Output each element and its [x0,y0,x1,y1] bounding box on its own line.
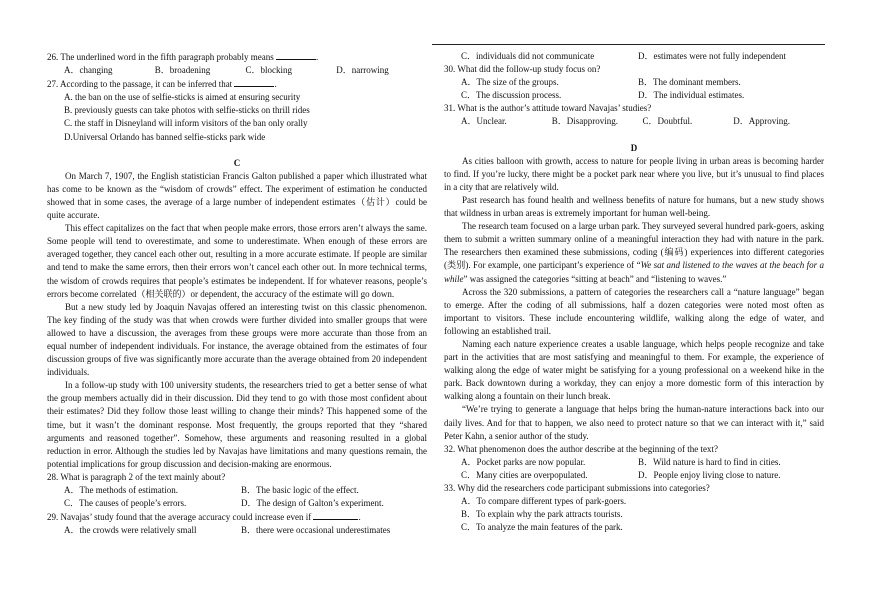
option-c: C．The discussion process. [461,90,562,101]
question-27-stem: 27. According to the passage, it can be inferred that . [47,79,277,90]
option-c: C. the staff in Disneyland will inform visitors of the ban only orally [64,118,308,129]
participant-quote: We sat and listened to the waves at the beach for a while [444,260,824,284]
option-b: B．there were occasional underestimates [241,525,391,536]
question-28-options-row-2 [47,497,427,510]
question-32-options-row-1 [444,456,824,469]
passage-c-paragraph-4: In a follow-up study with 100 university students, the researchers tried to get a better sense of what the group members actually did in their discussion. Did they tend to go with those most confident about their estimates? Did they follow those least willing to change their minds? This happened some of the time, but it wasn’t the dominant response. Most frequently, the groups reported that they “shared arguments and reasoned together”. Somehow, these arguments and reasoning resulted in a global reduction in error. Although the studies led by Navajas have limitations and many questions remain, the potential implications for group discussion and decision-making are enormous. [47,380,427,469]
option-a: A．The size of the groups. [461,77,559,88]
option-c: C．To analyze the main features of the park. [461,522,623,533]
question-30-options-row-1 [444,76,824,89]
option-d: D．Approving. [733,116,790,127]
option-a: A．Unclear. [461,116,507,127]
question-26-options [47,64,427,77]
option-a: A．the crowds were relatively small [64,525,197,536]
question-28-stem: 28. What is paragraph 2 of the text mainly about? [47,471,226,482]
header-rule [432,44,825,45]
option-b: B. previously guests can take photos with selfie-sticks on thrill rides [64,105,310,116]
right-column [444,50,824,534]
passage-d-paragraph-1: As cities balloon with growth, access to nature for people living in urban areas is becoming harder to find. If you’re lucky, there might be a pocket park near where you live, but it’s unusual to find places in a city that are relatively wild. [444,155,824,192]
option-c: C．blocking [245,65,292,76]
option-d: D．The individual estimates. [638,90,745,101]
question-30-stem: 30. What did the follow-up study focus on? [444,64,601,75]
question-31-stem: 31. What is the author’s attitude toward Navajas’ studies? [444,103,652,114]
option-d: D．The design of Galton’s experiment. [241,498,384,509]
question-32-options-row-2 [444,469,824,482]
option-d: D.Universal Orlando has banned selfie-sticks park wide [64,131,266,142]
option-b: B．The basic logic of the effect. [241,485,359,495]
question-31-options [444,115,824,128]
answer-blank [234,77,274,87]
question-33-stem: 33. Why did the researchers code participant submissions into categories? [444,483,710,493]
answer-blank [276,50,316,60]
option-a: A．To compare different types of park-goers. [461,496,627,507]
passage-d-paragraph-3: The research team focused on a large urban park. They surveyed several hundred park-goers, asking them to submit a written summary online of a meaningful interaction they had with nature in the park. The researchers then examined these submissions, coding (编码) experiences into different categories (类别). For example, one participant’s experience of “We sat and listened to the waves at the beach for a while” was assigned the categories “sitting at beach” and “listening to waves.” [444,221,824,284]
section-heading-d: D [630,142,638,153]
option-b: B．The dominant members. [638,77,741,88]
option-c: C．Doubtful. [642,116,693,127]
passage-d-paragraph-5: Naming each nature experience creates a usable language, which helps people recognize and take part in the activities that are most satisfying and meaningful to them. For example, the experience of walking along the edge of water might be satisfying for a young professional on a weekend hike in the park. Back downtown during a workday, they can enjoy a more domestic form of this interaction by walking along a fountain on their lunch break. [444,338,824,402]
option-b: B．Wild nature is hard to find in cities. [638,456,781,467]
question-29-stem: 29. Navajas’ study found that the average accuracy could increase even if . [47,512,361,523]
option-b: B．To explain why the park attracts tourists. [461,509,623,520]
question-30-options-row-2 [444,89,824,102]
passage-d-paragraph-2: Past research has found health and wellness benefits of nature for humans, but a new study shows that wildness in urban areas is extremely important for human well-being. [444,194,824,219]
option-a: A．The methods of estimation. [64,485,178,495]
option-a: A. the ban on the use of selfie-sticks is aimed at ensuring security [64,92,301,103]
question-32-stem: 32. What phenomenon does the author describe at the beginning of the text? [444,443,719,454]
question-26-stem: 26. The underlined word in the fifth paragraph probably means . [47,52,319,62]
option-b: B．Disapproving. [551,116,618,127]
section-heading-c: C [233,157,241,168]
option-d: D．narrowing [336,65,389,76]
option-a: A．Pocket parks are now popular. [461,456,586,467]
option-d: D．People enjoy living close to nature. [638,469,781,480]
option-c: C．Many cities are overpopulated. [461,469,588,480]
answer-blank [313,510,358,520]
option-a: A．changing [64,65,113,76]
option-c: C．The causes of people’s errors. [64,498,187,509]
passage-c-paragraph-3: But a new study led by Joaquin Navajas offered an interesting twist on this classic phenomenon. The key finding of the study was that when crowds were further divided into smaller groups that were allowed to have a discussion, the averages from these groups were more accurate than those from an equal number of independent individuals. For instance, the average obtained from the estimates of four discussion groups of five was significantly more accurate than the average obtained from 20 independent individuals. [47,301,427,378]
passage-c-paragraph-2: This effect capitalizes on the fact that when people make errors, those errors aren’t always the same. Some people will tend to overestimate, and some to underestimate. When enough of these errors are averaged together, they cancel each other out, resulting in a more accurate estimate. If people are similar and tend to make the same errors, then their errors won’t cancel each other out. In more technical terms, the wisdom of crowds requires that people’s estimates be independent. If for whatever reasons, people’s errors become correlated（相关联的）or dependent, the accuracy of the estimate will go down. [47,223,427,299]
option-d: D．estimates were not fully independent [638,51,786,61]
question-29-options-row-2 [444,50,824,63]
question-28-options-row-1 [47,484,427,497]
option-c: C．individuals did not communicate [461,51,595,61]
passage-d-paragraph-6: “We’re trying to generate a language that helps bring the human-nature interactions back into our daily lives. And for that to happen, we also need to protect nature so that we can interact with it,” said Peter Kahn, a senior author of the study. [444,404,824,441]
option-b: B．broadening [154,65,211,76]
passage-c-paragraph-1: On March 7, 1907, the English statistician Francis Galton published a paper which illustrated what has come to be known as the “wisdom of crowds” effect. The experiment of estimation he conducted showed that in some cases, the average of a large number of independent estimates（估计）could be quite accurate. [47,170,427,221]
question-29-options-row-1 [47,524,427,537]
passage-d-paragraph-4: Across the 320 submissions, a pattern of categories the researchers call a “nature language” began to emerge. After the coding of all submissions, half a dozen categories were noted most often as important to visitors. These include encountering wildlife, walking along the edge of water, and following an established trail. [444,286,824,336]
left-column [47,50,427,537]
